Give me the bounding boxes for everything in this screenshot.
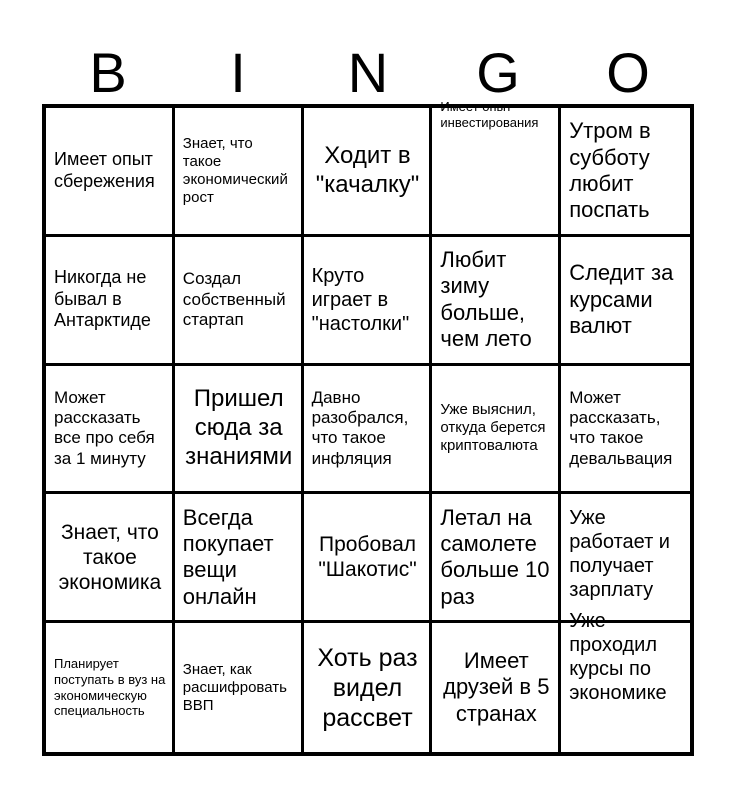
bingo-cell[interactable] xyxy=(46,494,175,623)
bingo-cell[interactable] xyxy=(561,494,690,623)
cell-text: Знает, как расшифровать ВВП xyxy=(182,660,287,714)
header-letter-g: G xyxy=(476,41,520,104)
bingo-cell[interactable] xyxy=(432,494,561,623)
header-letter-n: N xyxy=(347,41,389,104)
bingo-cell[interactable] xyxy=(46,108,175,237)
bingo-grid xyxy=(42,99,694,756)
bingo-cell[interactable] xyxy=(46,237,175,366)
cell-text: Может рассказать, что такое девальвация xyxy=(569,387,673,468)
bingo-cell[interactable] xyxy=(175,623,304,752)
bingo-cell[interactable] xyxy=(304,237,433,366)
cell-text: Утром в субботу любит поспать xyxy=(569,118,651,223)
header-letter-i: I xyxy=(230,41,246,104)
bingo-cell[interactable] xyxy=(432,366,561,495)
bingo-cell[interactable] xyxy=(304,494,433,623)
bingo-cell[interactable] xyxy=(46,623,175,752)
bingo-cell[interactable] xyxy=(304,108,433,237)
cell-text: Уже выяснил, откуда берется криптовалюта xyxy=(440,401,546,455)
cell-text: Может рассказать все про себя за 1 минуту xyxy=(54,387,155,468)
header-letter-o: O xyxy=(606,41,650,104)
cell-text: Круто играет в "настолки" xyxy=(311,264,410,335)
bingo-cell[interactable] xyxy=(175,494,304,623)
bingo-cell[interactable] xyxy=(432,99,561,237)
bingo-cell[interactable] xyxy=(432,623,561,752)
bingo-cell[interactable] xyxy=(432,237,561,366)
cell-text: Имеет друзей в 5 странах xyxy=(443,648,550,726)
cell-text: Имеет опыт инвестирования xyxy=(440,99,539,130)
cell-text: Уже работает и получает зарплату xyxy=(569,507,670,602)
cell-text: Хоть раз видел рассвет xyxy=(317,643,418,732)
header-letter-b: B xyxy=(89,41,127,104)
cell-text: Следит за курсами валют xyxy=(569,260,674,338)
cell-text: Давно разобрался, что такое инфляция xyxy=(311,387,409,468)
bingo-cell[interactable] xyxy=(175,108,304,237)
bingo-cell[interactable] xyxy=(175,366,304,495)
cell-text: Летал на самолете больше 10 раз xyxy=(440,504,550,609)
bingo-cell[interactable] xyxy=(561,366,690,495)
bingo-cell[interactable] xyxy=(304,623,433,752)
cell-text: Пробовал "Шакотис" xyxy=(318,533,417,582)
cell-text: Знает, что такое экономика xyxy=(58,520,162,594)
bingo-cell[interactable] xyxy=(561,108,690,237)
cell-text: Пришел сюда за знаниями xyxy=(185,385,293,470)
cell-text: Уже проходил курсы по экономике xyxy=(569,610,667,705)
bingo-header xyxy=(43,42,693,104)
cell-text: Всегда покупает вещи онлайн xyxy=(182,504,274,609)
cell-text: Имеет опыт сбережения xyxy=(54,149,155,191)
cell-text: Любит зиму больше, чем лето xyxy=(440,246,532,352)
cell-text: Ходит в "качалку" xyxy=(315,142,420,198)
cell-text: Создал собственный стартап xyxy=(182,269,286,329)
bingo-cell[interactable] xyxy=(561,610,690,752)
cell-text: Знает, что такое экономический рост xyxy=(182,134,288,206)
bingo-cell[interactable] xyxy=(175,237,304,366)
cell-text: Планирует поступать в вуз на экономическую специальность xyxy=(54,656,166,719)
bingo-cell[interactable] xyxy=(304,366,433,495)
bingo-cell[interactable] xyxy=(46,366,175,495)
bingo-cell[interactable] xyxy=(561,237,690,366)
cell-text: Никогда не бывал в Антарктиде xyxy=(54,267,151,331)
